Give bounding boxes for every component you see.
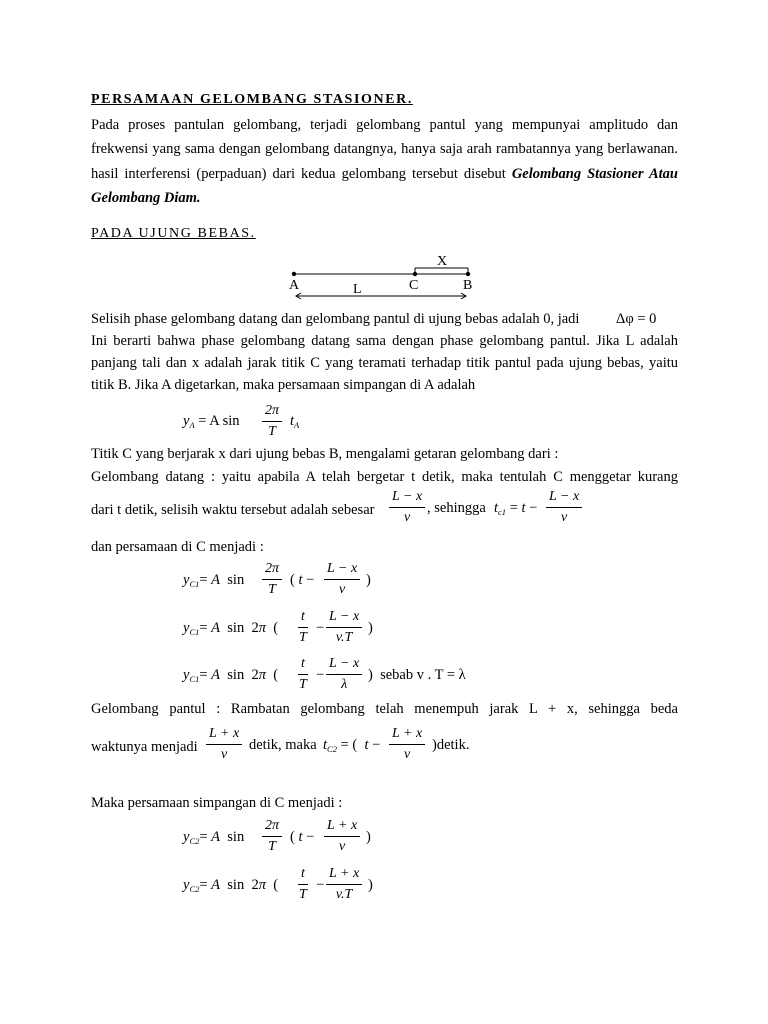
eq-yc2-1-close: ) <box>366 829 371 845</box>
point-c-dot <box>413 272 417 276</box>
page-title: PERSAMAAN GELOMBANG STASIONER. <box>91 92 413 107</box>
selisih-text-b: , sehingga <box>427 500 486 516</box>
eq-yc1-1-frac-a: 2π T <box>262 561 282 598</box>
eq-yc2-2-lhs: $y_{C2}= A$ sin 2π ( <box>183 877 279 894</box>
eq-yc2-1-lhs: $y_{C2}= A$ sin <box>183 829 245 846</box>
eq-ya-lhs: $y_A = A$ sin <box>183 413 240 430</box>
dan-text: dan persamaan di C menjadi : <box>91 539 264 555</box>
eq-yc1-3-lhs: $y_{C1}= A$ sin 2π ( <box>183 667 279 684</box>
frac-tc2: L + x v <box>389 726 425 763</box>
meaning-paragraph: Ini berarti bahwa phase gelombang datang sama dengan phase gelombang pantul. Jika L adalah panjang tali dan x adalah jarak titik C yang teramati terhadap titik pantul pada ujung bebas, yaitu titik B. Jika A digetarkan, maka persamaan simpangan di A adalah <box>91 333 678 393</box>
intro-paragraph <box>91 113 678 211</box>
pantul-text: Gelombang pantul : Rambatan gelombang telah menempuh jarak L + x, sehingga beda <box>91 701 678 717</box>
label-l: L <box>353 282 362 297</box>
frac-lx-v: L − x v <box>389 489 425 526</box>
intro-bold-term: Gelombang Stasioner Atau Gelombang Diam. <box>91 165 678 207</box>
eq-yc1-2-close: ) <box>368 620 373 636</box>
phase-equation: Δφ = 0 <box>616 311 657 327</box>
eq-ya-t: $t_A$ <box>290 413 300 430</box>
eq-yc1-2-frac-b: L − x v.T <box>326 609 362 646</box>
tc1-expr: $t_{c1} = t$ − <box>494 500 538 517</box>
eq-yc1-1-mid: ( t − <box>290 572 315 588</box>
eq-yc2-1-frac-b: L + x v <box>324 818 360 855</box>
eq-yc1-2-lhs: $y_{C1}= A$ sin 2π ( <box>183 620 279 637</box>
intro-text: Pada proses pantulan gelombang, terjadi gelombang pantul yang mempunyai amplitudo dan frekwensi yang sama dengan gelombang datangnya, hanya saja arah rambatannya yang berlawanan. hasil interferensi (perpaduan) dari kedua gelombang tersebut disebut <box>91 117 678 182</box>
point-b-dot <box>466 272 470 276</box>
label-x: X <box>437 254 448 269</box>
selisih-text-a: dari t detik, selisih waktu tersebut adalah sebesar <box>91 502 375 518</box>
eq-yc1-1-frac-b: L − x v <box>324 561 360 598</box>
eq-yc1-2-frac-a: t T <box>299 609 307 645</box>
titik-c-text: Titik C yang berjarak x dari ujung bebas B, mengalami getaran gelombang dari : <box>91 446 559 462</box>
phase-text: Selisih phase gelombang datang dan gelombang pantul di ujung bebas adalah 0, jadi <box>91 311 580 327</box>
eq-yc1-3-close: ) sebab v . T = λ <box>368 667 466 683</box>
tc2-expr: $t_{C2}$ = ( t − <box>323 737 381 754</box>
label-b: B <box>463 278 473 293</box>
eq-yc1-3-frac-b: L − x λ <box>326 656 362 693</box>
eq-yc2-2-close: ) <box>368 877 373 893</box>
eq-yc1-3-frac-a: t T <box>299 656 307 692</box>
minus-sign: − <box>316 877 325 893</box>
point-a-dot <box>292 272 296 276</box>
maka-text: Maka persamaan simpangan di C menjadi : <box>91 795 343 811</box>
label-c: C <box>409 278 419 293</box>
eq-yc1-1-close: ) <box>366 572 371 588</box>
eq-ya-fraction: 2π T <box>262 403 282 440</box>
eq-yc2-2-frac-a: t T <box>299 866 307 902</box>
datang-text: Gelombang datang : yaitu apabila A telah bergetar t detik, maka tentulah C menggetar kurang <box>91 469 678 485</box>
minus-sign: − <box>316 667 325 683</box>
waktunya-text: waktunya menjadi <box>91 739 198 755</box>
eq-yc1-1-lhs: $y_{C1}= A$ sin <box>183 572 245 589</box>
eq-yc2-1-mid: ( t − <box>290 829 315 845</box>
label-a: A <box>289 278 300 293</box>
frac-tc1: L − x v <box>546 489 582 526</box>
detik-maka-text: detik, maka <box>249 737 317 753</box>
detik-text: )detik. <box>432 737 470 753</box>
section-heading: PADA UJUNG BEBAS. <box>91 226 256 241</box>
eq-yc2-2-frac-b: L + x v.T <box>326 866 362 903</box>
frac-lpx-v: L + x v <box>206 726 242 763</box>
rope-diagram <box>280 250 490 302</box>
minus-sign: − <box>316 620 325 636</box>
eq-yc2-1-frac-a: 2π T <box>262 818 282 855</box>
